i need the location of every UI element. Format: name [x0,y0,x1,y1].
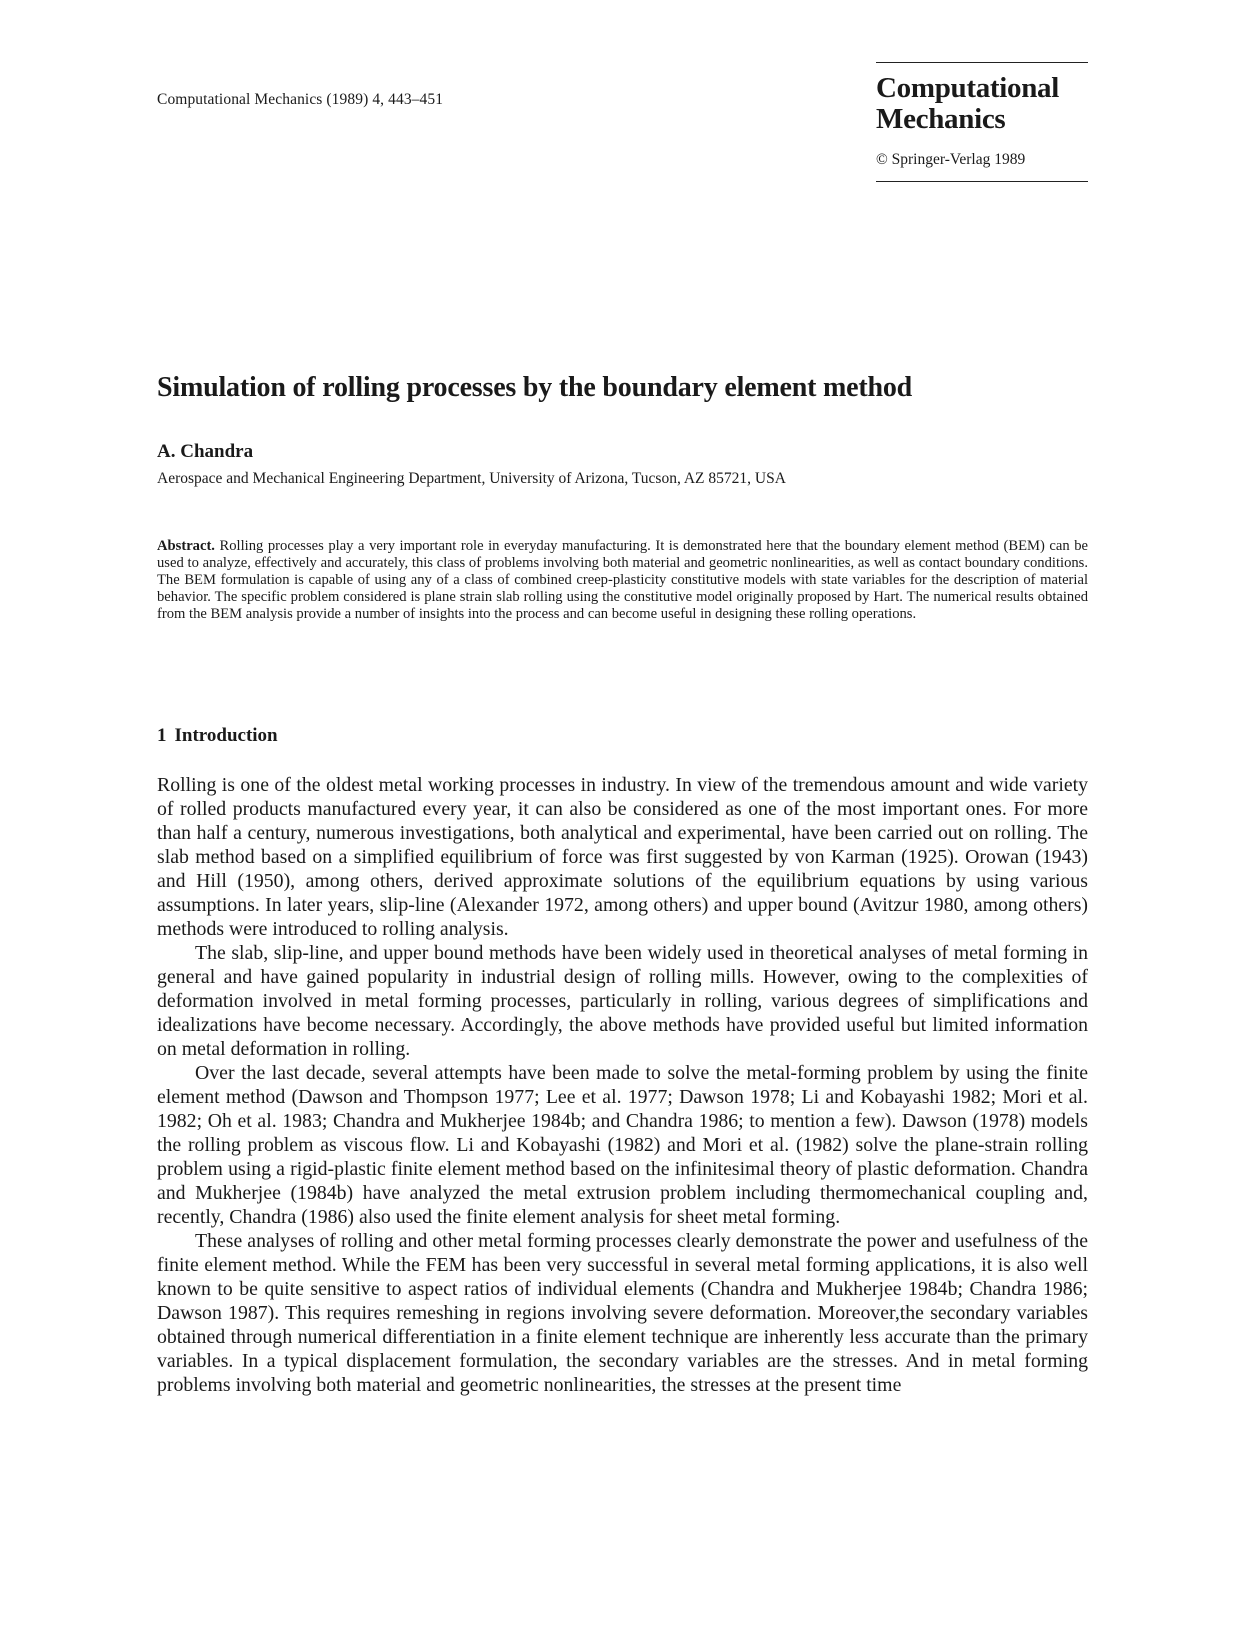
author-name: A. Chandra [157,441,254,462]
paragraph-3: Over the last decade, several attempts have been made to solve the metal-forming problem by using the finite element method (Dawson and Thompson 1977; Lee et al. 1977; Dawson 1978; Li and Kobayashi 1982; Mori et al. 1982; Oh et al. 1983; Chandra and Mukherjee 1984b; and Chandra 1986; to mention a few). Dawson (1978) models the rolling problem as viscous flow. Li and Kobayashi (1982) and Mori et al. (1982) solve the plane-strain rolling problem using a rigid-plastic finite element method based on the infinitesimal theory of plastic deformation. Chandra and Mukherjee (1984b) have analyzed the metal extrusion problem including thermomechanical coupling and, recently, Chandra (1986) also used the finite element analysis for sheet metal forming. [157,1062,1088,1228]
masthead-top-rule [876,62,1088,63]
section-heading [157,725,278,747]
section-body [157,773,1088,1397]
section-number: 1 [157,725,167,746]
author-affiliation: Aerospace and Mechanical Engineering Department, University of Arizona, Tucson, AZ 85721, USA [157,470,786,487]
abstract-text: Rolling processes play a very important role in everyday manufacturing. It is demonstrated here that the boundary element method (BEM) can be used to analyze, effectively and accurately, this class of problems involving both material and geometric nonlinearities, as well as contact boundary conditions. The BEM formulation is capable of using any of a class of combined creep-plasticity constitutive models with state variables for the description of material behavior. The specific problem considered is plane strain slab rolling using the constitutive model originally proposed by Hart. The numerical results obtained from the BEM analysis provide a number of insights into the process and can become useful in designing these rolling operations. [157,538,1088,622]
paragraph-2: The slab, slip-line, and upper bound methods have been widely used in theoretical analyses of metal forming in general and have gained popularity in industrial design of rolling mills. However, owing to the complexities of deformation involved in metal forming processes, particularly in rolling, various degrees of simplifications and idealizations have become necessary. Accordingly, the above methods have provided useful but limited information on metal deformation in rolling. [157,942,1088,1060]
masthead-bottom-rule [876,181,1088,182]
journal-name-line2: Mechanics [876,103,1006,135]
publisher-copyright: © Springer-Verlag 1989 [876,151,1026,168]
paragraph-4: These analyses of rolling and other metal forming processes clearly demonstrate the power and usefulness of the finite element method. While the FEM has been very successful in several metal forming applications, it is also well known to be quite sensitive to aspect ratios of individual elements (Chandra and Mukherjee 1984b; Chandra 1986; Dawson 1987). This requires remeshing in regions involving severe deformation. Moreover,the secondary variables obtained through numerical differentiation in a finite element technique are inherently less accurate than the primary variables. In a typical displacement formulation, the secondary variables are the stresses. And in metal forming problems involving both material and geometric nonlinearities, the stresses at the present time [157,1230,1088,1396]
article-title: Simulation of rolling processes by the boundary element method [157,372,913,403]
section-title: Introduction [174,725,278,746]
journal-name [876,73,1088,135]
journal-name-line1: Computational [876,72,1060,104]
abstract [157,538,1088,623]
journal-citation: Computational Mechanics (1989) 4, 443–451 [157,91,444,108]
abstract-label: Abstract. [157,538,215,554]
journal-masthead [876,62,1088,182]
paragraph-1: Rolling is one of the oldest metal working processes in industry. In view of the tremendous amount and wide variety of rolled products manufactured every year, it can also be considered as one of the most important ones. For more than half a century, numerous investigations, both analytical and experimental, have been carried out on rolling. The slab method based on a simplified equilibrium of force was first suggested by von Karman (1925). Orowan (1943) and Hill (1950), among others, derived approximate solutions of the equilibrium equations by using various assumptions. In later years, slip-line (Alexander 1972, among others) and upper bound (Avitzur 1980, among others) methods were introduced to rolling analysis. [157,774,1088,940]
